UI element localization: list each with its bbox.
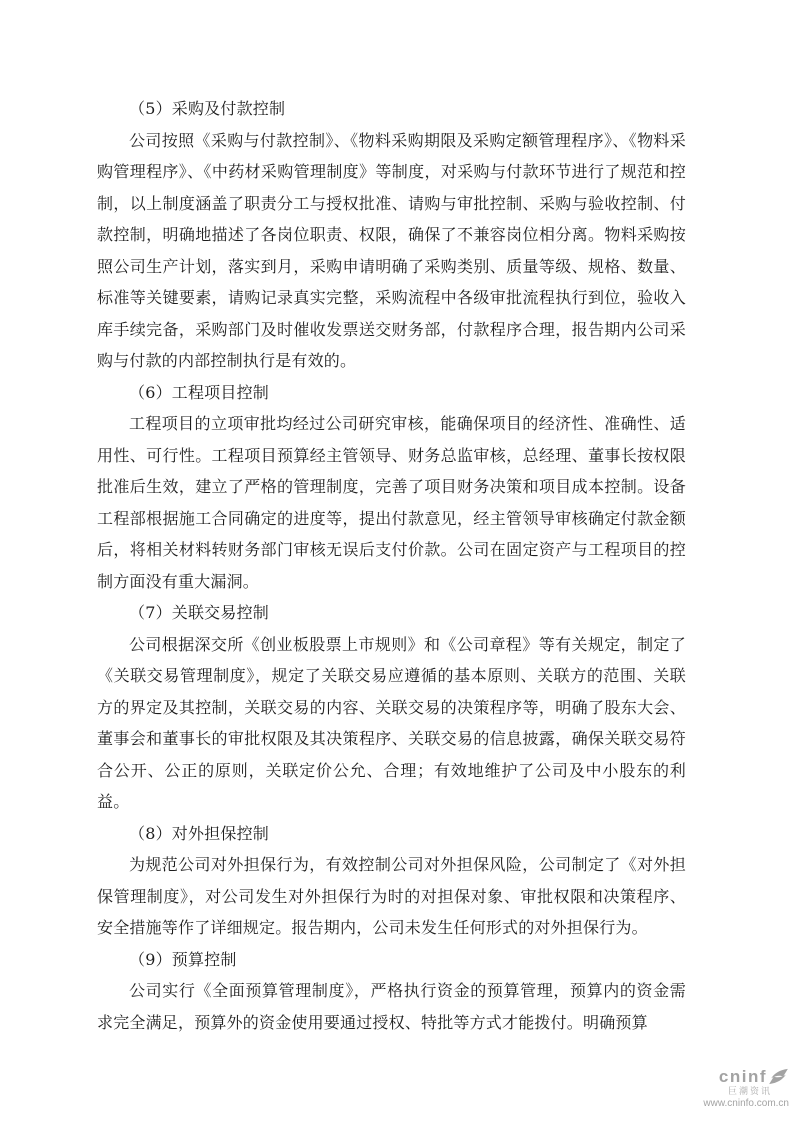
section-paragraph-external-guarantee: 为规范公司对外担保行为，有效控制公司对外担保风险，公司制定了《对外担保管理制度》，对公司发生对外担保行为时的对担保对象、审批权限和决策程序、安全措施等作了详细规定。报告期内，公司未发生任何形式的对外担保行为。: [97, 855, 686, 937]
section-heading-8-external-guarantee-control: （8）对外担保控制: [129, 823, 269, 843]
cninfo-chinese-name: 巨潮资讯: [727, 1086, 772, 1096]
cninfo-url: www.cninfo.com.cn: [703, 1098, 789, 1109]
section-paragraph-engineering-project: 工程项目的立项审批均经过公司研究审核，能确保项目的经济性、准确性、适用性、可行性。工程项目预算经主管领导、财务总监审核，总经理、董事长按权限批准后生效，建立了严格的管理制度，完善了项目财务决策和项目成本控制。设备工程部根据施工合同确定的进度等，提出付款意见，经主管领导审核确定付款金额后，将相关材料转财务部门审核无误后支付价款。公司在固定资产与工程项目的控制方面没有重大漏洞。: [97, 414, 686, 591]
cninfo-logo-text: cninf: [718, 1067, 767, 1086]
section-heading-7-related-transaction-control: （7）关联交易控制: [129, 603, 269, 622]
document-body: [97, 93, 686, 1038]
cninfo-watermark: [703, 1068, 789, 1109]
section-heading-5-procurement-payment-control: （5）采购及付款控制: [129, 99, 286, 118]
cninfo-logo: [719, 1068, 789, 1085]
section-heading-9-budget-control: （9）预算控制: [129, 949, 237, 969]
section-heading-6-engineering-project-control: （6）工程项目控制: [129, 382, 269, 402]
cninfo-swirl-icon: [768, 1068, 789, 1085]
section-paragraph-procurement-payment: 公司按照《采购与付款控制》、《物料采购期限及采购定额管理程序》、《物料采购管理程序》、《中药材采购管理制度》等制度，对采购与付款环节进行了规范和控制，以上制度涵盖了职责分工与授权批准、请购与审批控制、采购与验收控制、付款控制，明确地描述了各岗位职责、权限，确保了不兼容岗位相分离。物料采购按照公司生产计划，落实到月，采购申请明确了采购类别、质量等级、规格、数量、标准等关键要素，请购记录真实完整，采购流程中各级审批流程执行到位，验收入库手续完备，采购部门及时催收发票送交财务部，付款程序合理，报告期内公司采购与付款的内部控制执行是有效的。: [97, 130, 686, 370]
section-paragraph-related-transaction: 公司根据深交所《创业板股票上市规则》和《公司章程》等有关规定，制定了《关联交易管理制度》，规定了关联交易应遵循的基本原则、关联方的范围、关联方的界定及其控制，关联交易的内容、关联交易的决策程序等，明确了股东大会、董事会和董事长的审批权限及其决策程序、关联交易的信息披露，确保关联交易符合公开、公正的原则，关联定价公允、合理；有效地维护了公司及中小股东的利益。: [97, 634, 686, 811]
section-paragraph-budget-control: 公司实行《全面预算管理制度》，严格执行资金的预算管理，预算内的资金需求完全满足，预算外的资金使用要通过授权、特批等方式才能拨付。明确预算: [97, 981, 686, 1032]
